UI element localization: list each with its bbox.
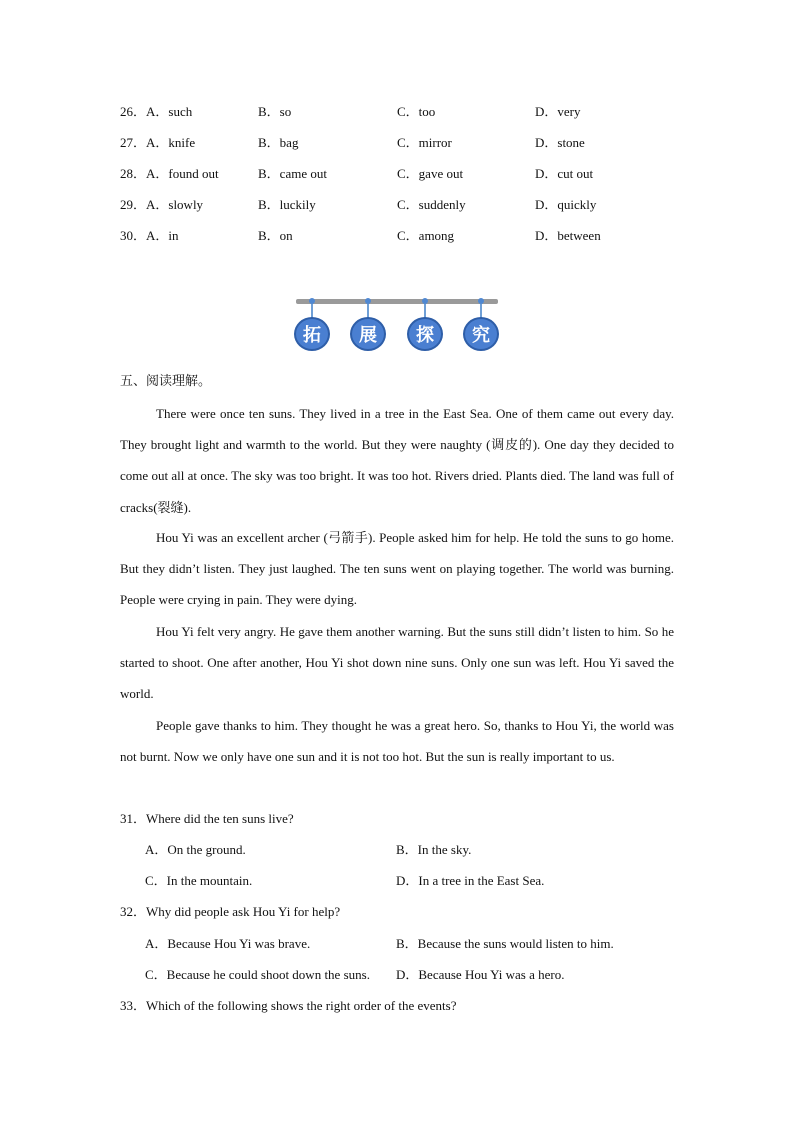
option-b: B．so <box>258 104 292 119</box>
question-stem: 33．Which of the following shows the right order of the events? <box>120 998 457 1013</box>
option-a: A．such <box>146 104 193 119</box>
question-row <box>120 195 680 215</box>
section-banner <box>296 297 498 357</box>
option-a: A．slowly <box>146 197 204 212</box>
banner-dot <box>365 298 371 304</box>
option-c: C．In the mountain. <box>145 873 253 888</box>
question-number: 30． <box>120 228 147 243</box>
passage-paragraph: Hou Yi was an excellent archer (弓箭手). People asked him for help. He told the suns to go home. But they didn’t listen. They just laughed. The ten suns went on playing together. The world was burning. People were crying in pain. They were dying. <box>120 530 674 608</box>
option-c: C．among <box>397 228 455 243</box>
option-c: C．gave out <box>397 166 464 181</box>
question-number: 27． <box>120 135 147 150</box>
banner-char: 探 <box>407 317 443 351</box>
option-d: D．very <box>535 104 581 119</box>
passage-paragraph: There were once ten suns. They lived in a tree in the East Sea. One of them came out every day. They brought light and warmth to the world. But they were naughty (调皮的). One day they decided to come out all at once. The sky was too bright. It was too hot. Rivers dried. Plants died. The land was full of cracks(裂缝). <box>120 406 674 515</box>
option-c: C．too <box>397 104 436 119</box>
question-row <box>120 102 680 122</box>
banner-char: 究 <box>463 317 499 351</box>
option-b: B．In the sky. <box>396 842 472 857</box>
question-row <box>120 226 680 246</box>
option-d: D．between <box>535 228 601 243</box>
option-a: A．knife <box>146 135 196 150</box>
banner-char: 拓 <box>294 317 330 351</box>
option-b: B．came out <box>258 166 327 181</box>
option-d: D．quickly <box>535 197 597 212</box>
option-d: D．cut out <box>535 166 594 181</box>
banner-dot <box>422 298 428 304</box>
question-number: 26． <box>120 104 147 119</box>
question-stem: 32．Why did people ask Hou Yi for help? <box>120 904 341 919</box>
option-b: B．on <box>258 228 293 243</box>
question-row <box>120 133 680 153</box>
option-b: B．luckily <box>258 197 316 212</box>
section-title: 五、阅读理解。 <box>120 374 212 389</box>
question-row <box>120 164 680 184</box>
option-a: A．Because Hou Yi was brave. <box>145 936 311 951</box>
option-c: C．Because he could shoot down the suns. <box>145 967 370 982</box>
passage-paragraph: People gave thanks to him. They thought he was a great hero. So, thanks to Hou Yi, the world was not burnt. Now we only have one sun and it is not too hot. But the sun is really important to us. <box>120 718 674 765</box>
option-c: C．mirror <box>397 135 452 150</box>
passage-paragraph: Hou Yi felt very angry. He gave them another warning. But the suns still didn’t listen to him. So he started to shoot. One after another, Hou Yi shot down nine suns. Only one sun was left. Hou Yi saved the world. <box>120 624 674 702</box>
question-number: 28． <box>120 166 147 181</box>
banner-bar <box>296 299 498 304</box>
option-b: B．Because the suns would listen to him. <box>396 936 614 951</box>
option-a: A．On the ground. <box>145 842 246 857</box>
option-c: C．suddenly <box>397 197 466 212</box>
option-a: A．in <box>146 228 179 243</box>
option-d: D．In a tree in the East Sea. <box>396 873 545 888</box>
banner-dot <box>478 298 484 304</box>
option-d: D．Because Hou Yi was a hero. <box>396 967 565 982</box>
banner-dot <box>309 298 315 304</box>
option-d: D．stone <box>535 135 585 150</box>
option-b: B．bag <box>258 135 299 150</box>
option-a: A．found out <box>146 166 219 181</box>
banner-char: 展 <box>350 317 386 351</box>
question-stem: 31．Where did the ten suns live? <box>120 811 294 826</box>
question-number: 29． <box>120 197 147 212</box>
